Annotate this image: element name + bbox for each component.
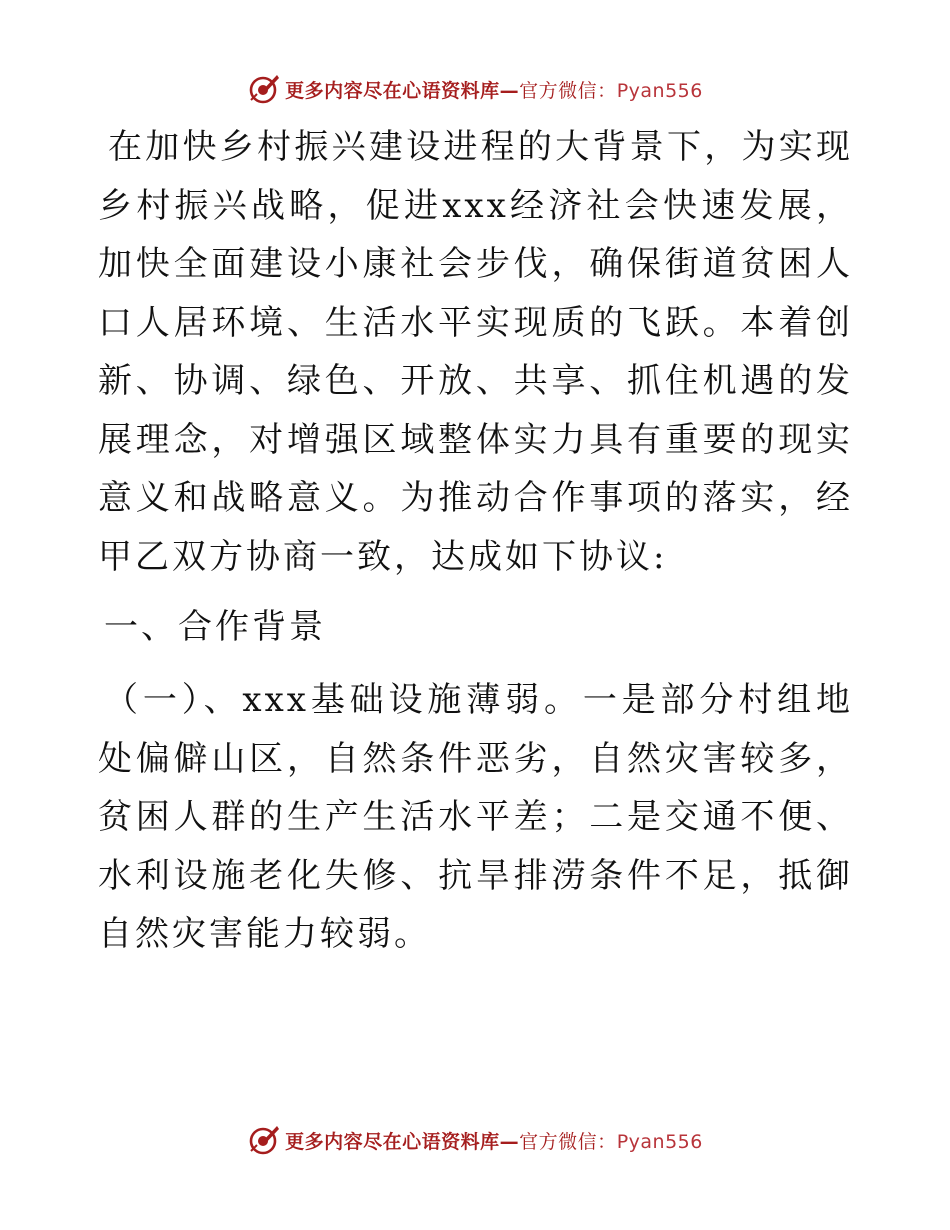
- quill-seal-icon: [247, 72, 281, 106]
- section-heading: 一、合作背景: [104, 607, 326, 647]
- banner-wechat-id: Pyan556: [616, 79, 703, 102]
- document-body: [98, 118, 853, 964]
- banner-text: [285, 1127, 703, 1154]
- banner-wechat-id: Pyan556: [616, 1130, 703, 1153]
- section-paragraph: （一）、xxx基础设施薄弱。一是部分村组地处偏僻山区，自然条件恶劣，自然灾害较多，贫困人群的生产生活水平差；二是交通不便、水利设施老化失修、抗旱排涝条件不足，抵御自然灾害能力较弱。: [98, 680, 853, 954]
- banner-wechat-label: 官方微信：: [519, 1130, 617, 1153]
- banner-main-text: 更多内容尽在心语资料库—: [285, 1130, 520, 1153]
- intro-paragraph: 在加快乡村振兴建设进程的大背景下，为实现乡村振兴战略，促进xxx经济社会快速发展，加快全面建设小康社会步伐，确保街道贫困人口人居环境、生活水平实现质的飞跃。本着创新、协调、绿色、开放、共享、抓住机遇的发展理念，对增强区域整体实力具有重要的现实意义和战略意义。为推动合作事项的落实，经甲乙双方协商一致，达成如下协议:: [98, 127, 853, 577]
- footer-banner: [0, 1123, 950, 1157]
- banner-text: [285, 76, 703, 103]
- banner-wechat-label: 官方微信：: [519, 79, 617, 102]
- banner-main-text: 更多内容尽在心语资料库—: [285, 79, 520, 102]
- header-banner: [0, 72, 950, 106]
- quill-seal-icon: [247, 1123, 281, 1157]
